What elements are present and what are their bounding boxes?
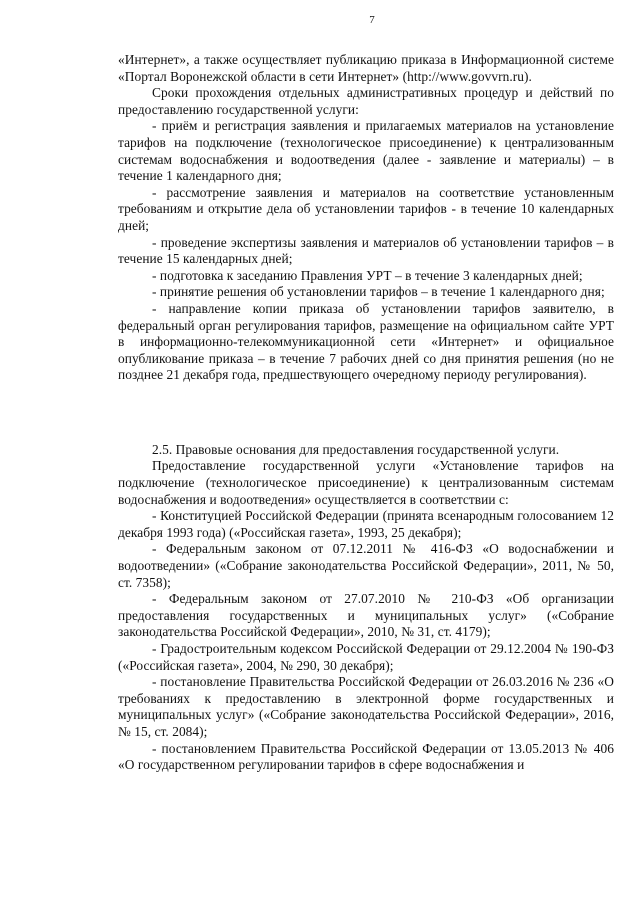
paragraph: - постановление Правительства Российской Федерации от 26.03.2016 № 236 «О требованиях к предоставлению в электронной форме государственных и муниципальных услуг» («Собрание законодательства Российской Федерации», 2016, № 15, ст. 2084); xyxy=(118,674,614,739)
paragraph: - подготовка к заседанию Правления УРТ – в течение 3 календарных дней; xyxy=(152,267,583,283)
paragraph: 2.5. Правовые основания для предоставления государственной услуги. xyxy=(152,441,560,457)
paragraph: - Конституцией Российской Федерации (принята всенародным голосованием 12 декабря 1993 года) («Российская газета», 1993, 25 декабря); xyxy=(118,508,614,540)
document-body xyxy=(118,52,614,774)
paragraph: «Интернет», а также осуществляет публикацию приказа в Информационной системе «Портал Воронежской области в сети Интернет» (http://www.govvrn.ru). xyxy=(118,52,614,84)
paragraph: Предоставление государственной услуги «Установление тарифов на подключение (технологическое присоединение) к централизованным системам водоснабжения и водоотведения» осуществляется в соответствии с: xyxy=(118,458,614,507)
paragraph: - постановлением Правительства Российской Федерации от 13.05.2013 № 406 «О государственном регулировании тарифов в сфере водоснабжения и xyxy=(118,740,614,773)
paragraph: - Федеральным законом от 27.07.2010 № 210-ФЗ «Об организации предоставления государственных и муниципальных услуг» («Собрание законодательства Российской Федерации», 2010, № 31, ст. 4179); xyxy=(118,591,614,640)
paragraph: - принятие решения об установлении тарифов – в течение 1 календарного дня; xyxy=(152,284,605,300)
paragraph: - проведение экспертизы заявления и материалов об установлении тарифов – в течение 15 календарных дней; xyxy=(118,234,614,267)
paragraph: - Федеральным законом от 07.12.2011 № 416-ФЗ «О водоснабжении и водоотведении» («Собрание законодательства Российской Федерации», 2011, № 50, ст. 7358); xyxy=(118,541,614,590)
paragraph: - приём и регистрация заявления и прилагаемых материалов на установление тарифов на подключение (технологическое присоединение) к централизованным системам водоснабжения и водоотведения (далее - заявление и материалы) – в течение 1 календарного дня; xyxy=(118,118,614,184)
paragraph: - рассмотрение заявления и материалов на соответствие установленным требованиям и открытие дела об установлении тарифов - в течение 10 календарных дней; xyxy=(118,184,614,233)
page-number: 7 xyxy=(369,14,375,26)
paragraph: - Градостроительным кодексом Российской Федерации от 29.12.2004 № 190-ФЗ («Российская газета», 2004, № 290, 30 декабря); xyxy=(118,641,614,673)
paragraph: - направление копии приказа об установлении тарифов заявителю, в федеральный орган регулирования тарифов, размещение на официальном сайте УРТ в информационно-телекоммуникационной сети «Интернет» и официальное опубликование приказа – в течение 7 рабочих дней со дня принятия решения (но не позднее 21 декабря года, предшествующего очередному периоду регулирования). xyxy=(118,300,614,383)
paragraph-spacer xyxy=(118,400,614,426)
paragraph: Сроки прохождения отдельных административных процедур и действий по предоставлению государственной услуги: xyxy=(118,85,614,117)
